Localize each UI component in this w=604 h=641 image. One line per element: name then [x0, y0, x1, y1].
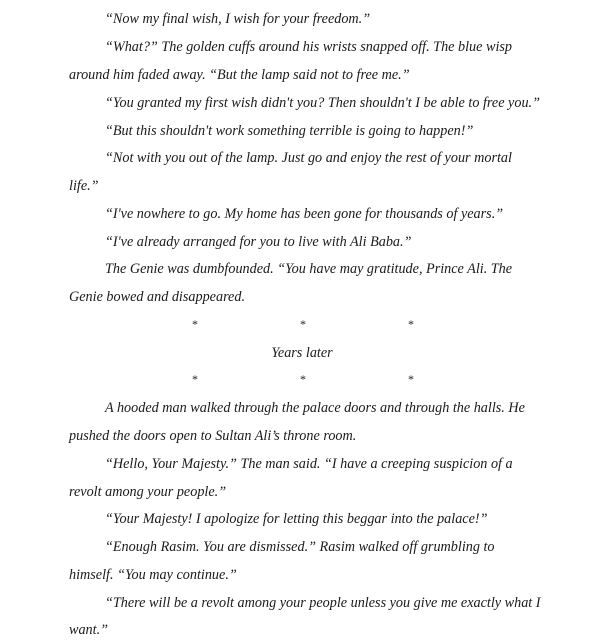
- scene-break-asterisk: *: [192, 372, 198, 386]
- paragraph-line: “But this shouldn't work something terrible is going to happen!”: [105, 123, 474, 139]
- paragraph-line: “Not with you out of the lamp. Just go and enjoy the rest of your mortal: [105, 150, 512, 166]
- paragraph-line: “Hello, Your Majesty.” The man said. “I have a creeping suspicion of a: [105, 456, 513, 472]
- paragraph-line: “I've nowhere to go. My home has been gone for thousands of years.”: [105, 206, 504, 222]
- scene-break-asterisk: *: [408, 372, 414, 386]
- paragraph-line: “Enough Rasim. You are dismissed.” Rasim walked off grumbling to: [105, 539, 495, 555]
- paragraph-line: himself. “You may continue.”: [69, 567, 237, 583]
- scene-break: [0, 371, 604, 387]
- scene-break: [0, 316, 604, 332]
- paragraph-line: revolt among your people.”: [69, 484, 227, 500]
- paragraph-line: “What?” The golden cuffs around his wrists snapped off. The blue wisp: [105, 39, 512, 55]
- scene-break-asterisk: *: [300, 317, 306, 331]
- scene-break-asterisk: *: [192, 317, 198, 331]
- paragraph-line: “I've already arranged for you to live with Ali Baba.”: [105, 234, 412, 250]
- paragraph-line: want.”: [69, 622, 109, 638]
- paragraph-line: A hooded man walked through the palace doors and through the halls. He: [105, 400, 525, 416]
- scene-break-asterisk: *: [300, 372, 306, 386]
- paragraph-line: “Your Majesty! I apologize for letting this beggar into the palace!”: [105, 511, 488, 527]
- section-heading: Years later: [271, 345, 333, 361]
- paragraph-line: “You granted my first wish didn't you? Then shouldn't I be able to free you.”: [105, 95, 540, 111]
- paragraph-line: life.”: [69, 178, 99, 194]
- scene-break-asterisk: *: [408, 317, 414, 331]
- paragraph-line: The Genie was dumbfounded. “You have may gratitude, Prince Ali. The: [105, 261, 513, 277]
- paragraph-line: “There will be a revolt among your people unless you give me exactly what I: [105, 595, 541, 611]
- paragraph-line: “Now my final wish, I wish for your freedom.”: [105, 11, 371, 27]
- paragraph-line: pushed the doors open to Sultan Ali’s throne room.: [69, 428, 357, 444]
- paragraph-line: Genie bowed and disappeared.: [69, 289, 245, 305]
- paragraph-line: around him faded away. “But the lamp said not to free me.”: [69, 67, 410, 83]
